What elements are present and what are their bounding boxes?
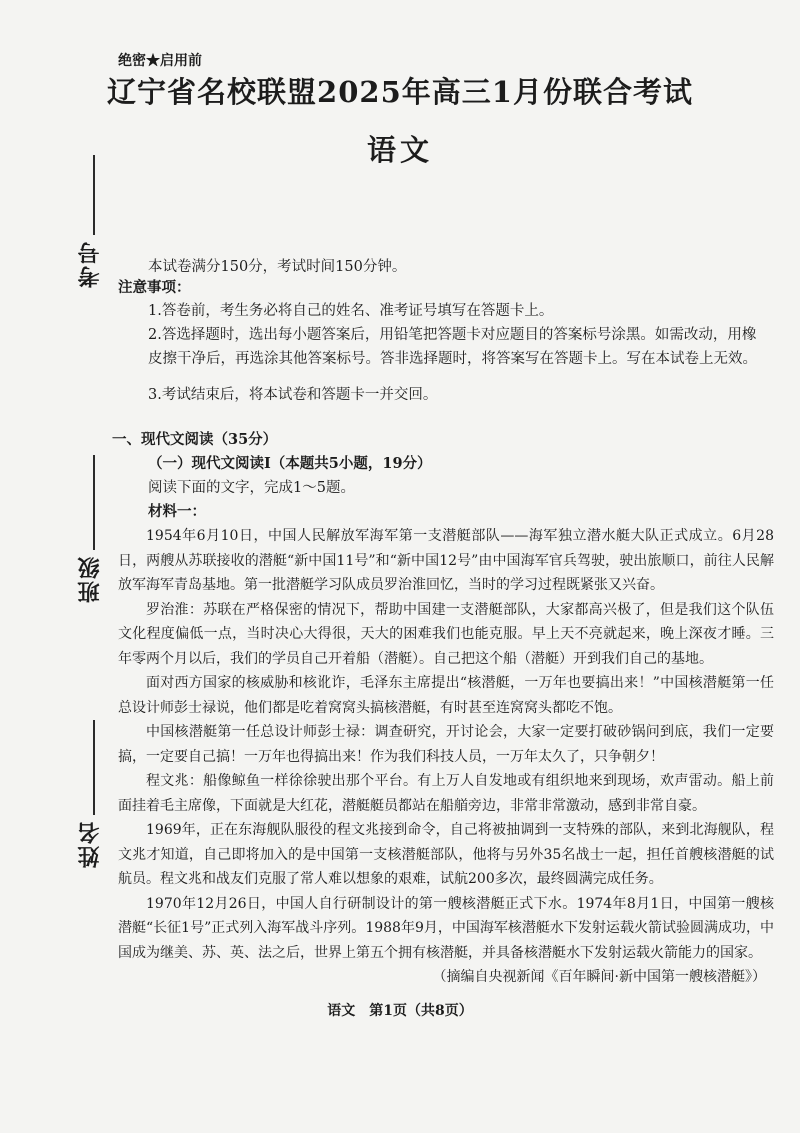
notice-heading: 注意事项： [118, 279, 191, 296]
source-citation: （摘编自央视新闻《百年瞬间·新中国第一艘核潜艇》） [432, 969, 766, 985]
name-line [93, 720, 95, 815]
paragraph: 1970年12月26日，中国人自行研制设计的第一艘核潜艇正式下水。1974年8月1日，中国第一艘核潜艇“长征1号”正式列入海军战斗序列。1988年9月，中国海军核潜艇水下发射运载火箭试验圆满成功，中国成为继美、苏、英、法之后，世界上第五个拥有核潜艇，并具备核潜艇水下发射运载火箭能力的国家。 [118, 895, 774, 961]
paragraph: 中国核潜艇第一任总设计师彭士禄：调查研究，开讨论会，大家一定要打破砂锅问到底，我们一定要搞，一定要自己搞！一万年也得搞出来！作为我们科技人员，一万年太久了，只争朝夕！ [118, 724, 774, 765]
paragraph: 罗治淮：苏联在严格保密的情况下，帮助中国建一支潜艇部队，大家都高兴极了，但是我们这个队伍文化程度偏低一点，当时决心大得很，天大的困难我们也能克服。早上天不亮就起来，晚上深夜才睡。三年零两个月以后，我们的学员自己开着船（潜艇）。自己把这个船（潜艇）开到我们自己的基地。 [118, 601, 774, 667]
name-label: 姓名 [77, 820, 103, 868]
page-footer: 语文 第1页（共8页） [327, 1003, 473, 1019]
secret-mark: 绝密★启用前 [118, 53, 202, 69]
notice-item-3: 3.考试结束后，将本试卷和答题卡一并交回。 [148, 387, 438, 403]
material-label: 材料一： [148, 503, 206, 520]
reading-instruction: 阅读下面的文字，完成1～5题。 [148, 480, 355, 496]
notice-item-1: 1.答卷前，考生务必将自己的姓名、准考证号填写在答题卡上。 [148, 303, 554, 319]
paragraph: 程文兆：船像鲸鱼一样徐徐驶出那个平台。有上万人自发地或有组织地来到现场，欢声雷动。船上前面挂着毛主席像，下面就是大红花，潜艇艇员都站在船艏旁边，非常非常激动，感到非常自豪。 [118, 773, 774, 814]
material-text [118, 524, 774, 965]
notice-item-2: 2.答选择题时，选出每小题答案后，用铅笔把答题卡对应题目的答案标号涂黑。如需改动，用橡皮擦干净后，再选涂其他答案标号。答非选择题时，将答案写在答题卡上。写在本试卷上无效。 [148, 327, 757, 367]
subject-title: 语文 [366, 133, 433, 167]
class-label: 班级 [77, 555, 103, 603]
exam-no-label: 考号 [77, 240, 103, 288]
section-heading: 一、现代文阅读（35分） [112, 431, 278, 448]
section-block [112, 428, 774, 965]
paragraph: 面对西方国家的核威胁和核讹诈，毛泽东主席提出“核潜艇，一万年也要搞出来！”中国核潜艇第一任总设计师彭士禄说，他们都是吃着窝窝头搞核潜艇，有时甚至连窝窝头都吃不饱。 [118, 675, 774, 716]
paragraph: 1969年，正在东海舰队服役的程文兆接到命令，自己将被抽调到一支特殊的部队，来到北海舰队，程文兆才知道，自己即将加入的是中国第一支核潜艇部队，他将与另外35名战士一起，担任首艘核潜艇的试航员。程文兆和战友们克服了常人难以想象的艰难，试航200多次，最终圆满完成任务。 [118, 822, 774, 887]
class-line [93, 455, 95, 550]
paragraph: 1954年6月10日，中国人民解放军海军第一支潜艇部队——海军独立潜水艇大队正式成立。6月28日，两艘从苏联接收的潜艇“新中国11号”和“新中国12号”由中国海军官兵驾驶，驶出旅顺口，前往人民解放军海军青岛基地。第一批潜艇学习队成员罗治淮回忆，当时的学习过程既紧张又兴奋。 [118, 528, 774, 593]
exam-title: 辽宁省名校联盟2025年高三1月份联合考试 [107, 75, 693, 109]
exam-info: 本试卷满分150分，考试时间150分钟。 [148, 259, 407, 275]
exam-no-line [93, 155, 95, 235]
subsection-heading: （一）现代文阅读Ⅰ（本题共5小题，19分） [148, 455, 432, 472]
